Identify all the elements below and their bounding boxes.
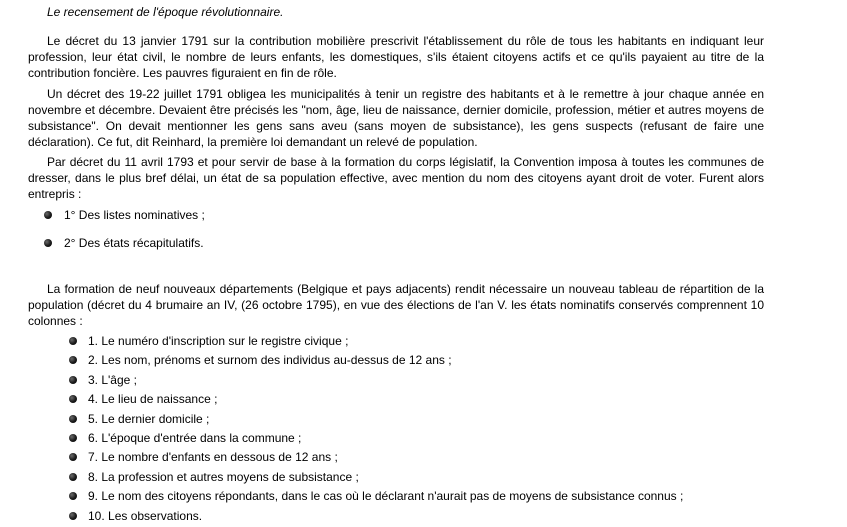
list-item-text: 10. Les observations. — [88, 508, 203, 523]
list-item — [28, 469, 764, 488]
bullet-icon — [69, 453, 77, 461]
bullet-icon — [69, 337, 77, 345]
list-item — [28, 508, 764, 527]
list-item — [28, 352, 764, 371]
list-colonnes — [28, 333, 764, 527]
list-item — [28, 333, 764, 352]
list-item-text: 4. Le lieu de naissance ; — [88, 392, 218, 407]
paragraph-decret-juillet-1791: Un décret des 19-22 juillet 1791 obligea les municipalités à tenir un registre des habitants et à le remettre à jour chaque année en novembre et décembre. Devaient être précisés les "nom, âge, lieu de naissance, dernier domicile, profession, métier et autres moyens de subsistance". On devait mentionner les gens sans aveu (sans moyen de subsistance), les gens suspects (refusant de faire une déclaration). Ce fut, dit Reinhard, la première loi demandant un relevé de population. — [28, 87, 764, 149]
bullet-icon — [69, 512, 77, 520]
bullet-icon — [69, 415, 77, 423]
list-item-text: 1° Des listes nominatives ; — [64, 208, 205, 222]
list-item-text: 2° Des états récapitulatifs. — [64, 236, 204, 250]
bullet-icon — [44, 239, 52, 247]
list-item — [28, 411, 764, 430]
section-heading: Le recensement de l'époque révolutionnaire. — [47, 5, 284, 19]
list-item — [28, 235, 764, 261]
paragraph-decret-1791-contribution: Le décret du 13 janvier 1791 sur la contribution mobilière prescrivit l'établissement du rôle de tous les habitants en indiquant leur profession, leur état civil, le nombre de leurs enfants, les domestiques, s'ils étaient citoyens actifs et ce qu'ils payaient au titre de la contribution foncière. Les pauvres figuraient en fin de rôle. — [28, 34, 764, 80]
list-item-text: 9. Le nom des citoyens répondants, dans le cas où le déclarant n'aurait pas de moyens de subsistance connus ; — [88, 489, 684, 504]
list-item — [28, 430, 764, 449]
list-entrepris — [28, 207, 764, 261]
paragraph-nouveaux-departements: La formation de neuf nouveaux départements (Belgique et pays adjacents) rendit nécessaire un nouveau tableau de répartition de la population (décret du 4 brumaire an IV, (26 octobre 1795), en vue des élections de l'an V. les états nominatifs conservés comprennent 10 colonnes : — [28, 282, 764, 328]
bullet-icon — [44, 211, 52, 219]
paragraph-decret-avril-1793: Par décret du 11 avril 1793 et pour servir de base à la formation du corps législatif, la Convention imposa à toutes les communes de dresser, dans le plus bref délai, un état de sa population effective, avec mention du nom des citoyens ayant droit de voter. Furent alors entrepris : — [28, 155, 764, 201]
bullet-icon — [69, 356, 77, 364]
document-body — [28, 0, 764, 527]
list-item-text: 2. Les nom, prénoms et surnom des individus au-dessus de 12 ans ; — [88, 353, 452, 368]
bullet-icon — [69, 473, 77, 481]
list-item — [28, 207, 764, 233]
bullet-icon — [69, 395, 77, 403]
list-item-text: 7. Le nombre d'enfants en dessous de 12 ans ; — [88, 450, 338, 465]
list-item — [28, 372, 764, 391]
list-item — [28, 391, 764, 410]
list-item-text: 6. L'époque d'entrée dans la commune ; — [88, 430, 302, 445]
bullet-icon — [69, 492, 77, 500]
list-item-text: 1. Le numéro d'inscription sur le registre civique ; — [88, 334, 349, 348]
list-item-text: 8. La profession et autres moyens de subsistance ; — [88, 469, 359, 484]
list-item — [28, 449, 764, 468]
bullet-icon — [69, 376, 77, 384]
list-item-text: 5. Le dernier domicile ; — [88, 411, 210, 426]
list-item-text: 3. L'âge ; — [88, 372, 137, 387]
bullet-icon — [69, 434, 77, 442]
